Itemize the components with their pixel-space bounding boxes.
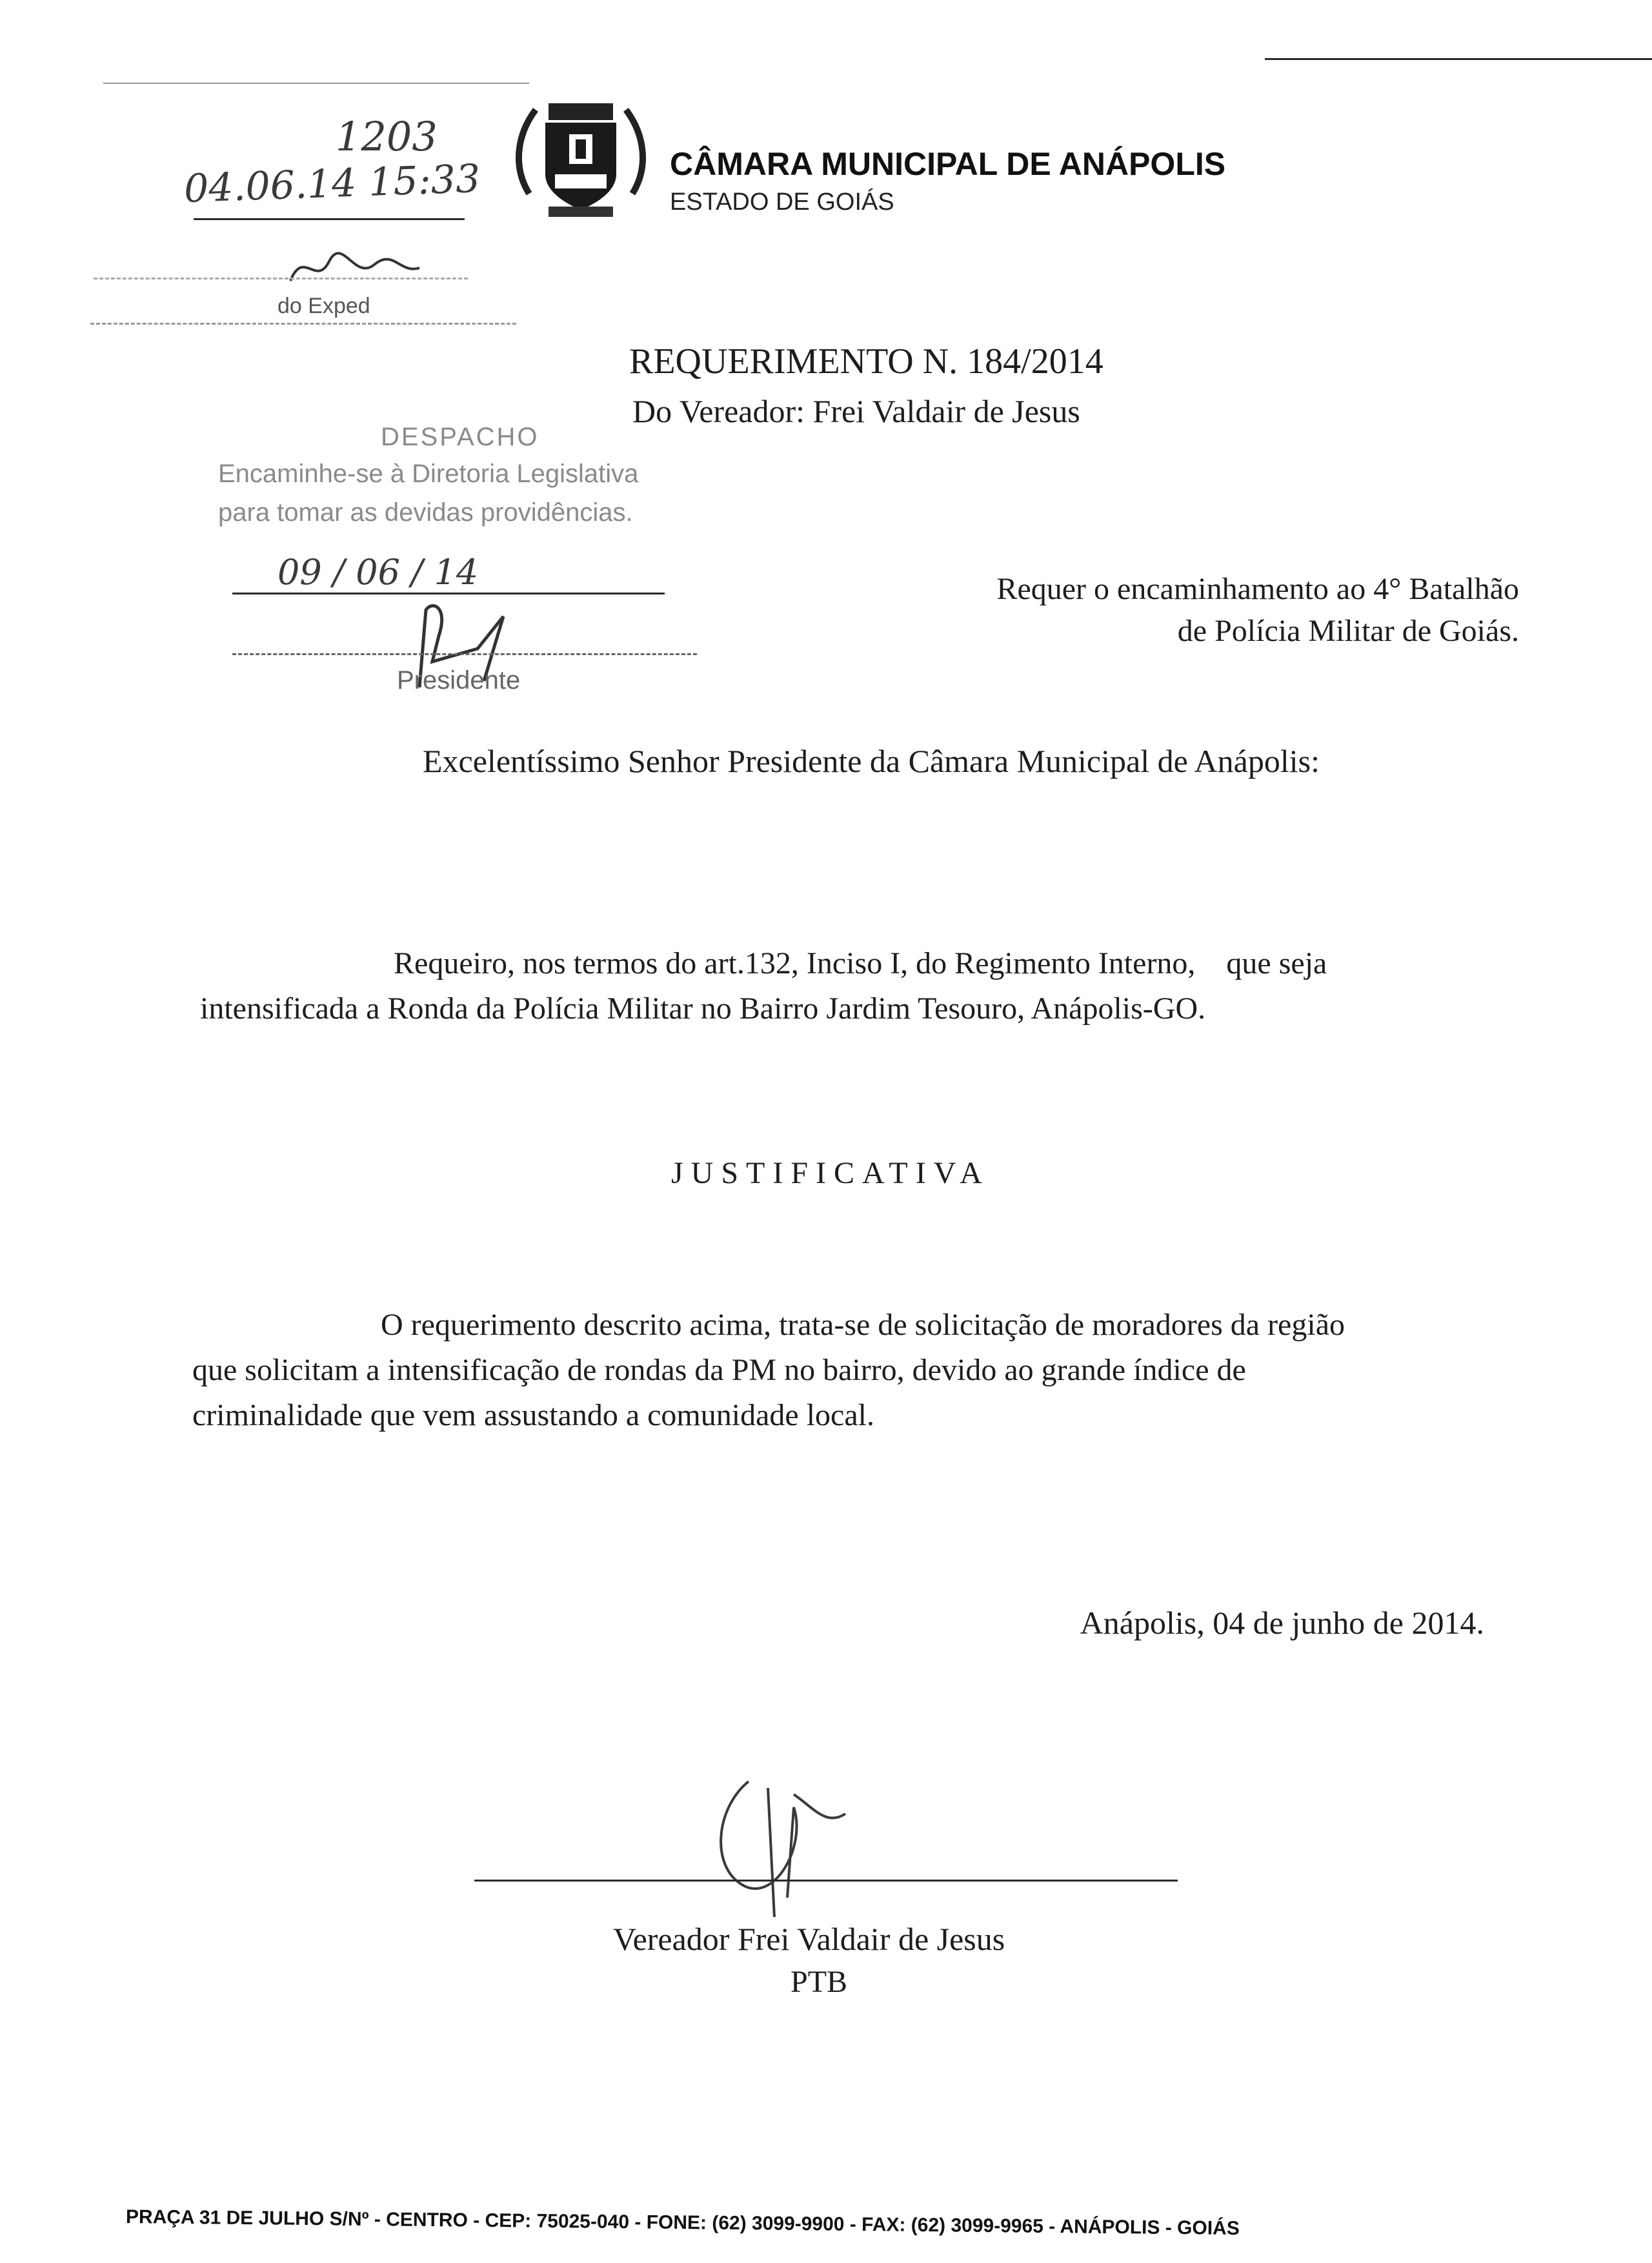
dispatch-heading: DESPACHO [381, 423, 539, 451]
receipt-dashed-line [94, 278, 468, 279]
requirement-author: Do Vereador: Frei Valdair de Jesus [632, 393, 1080, 429]
dispatch-date: 09 / 06 / 14 [277, 552, 479, 593]
justification-line-2: que solicitam a intensificação de rondas da PM no bairro, devido ao grande índice de [192, 1353, 1246, 1387]
receipt-initials-signature [284, 242, 426, 294]
coat-of-arms-emblem [510, 97, 652, 226]
request-line-2: intensificada a Ronda da Polícia Militar no Bairro Jardim Tesouro, Anápolis-GO. [200, 991, 1206, 1026]
dispatch-sign-line [232, 653, 697, 655]
footer-address: PRAÇA 31 DE JULHO S/Nº - CENTRO - CEP: 75025-040 - FONE: (62) 3099-9900 - FAX: (62) 3099-9965 - ANÁPOLIS - GOIÁS [125, 2206, 1240, 2240]
dispatch-line-1: Encaminhe-se à Diretoria Legislativa [218, 460, 639, 488]
state-name: ESTADO DE GOIÁS [670, 188, 894, 216]
receipt-underline [194, 218, 465, 220]
dispatch-line-2: para tomar as devidas providências. [218, 498, 633, 527]
date-line: Anápolis, 04 de junho de 2014. [1080, 1605, 1484, 1641]
stamp-top-rule [103, 83, 529, 84]
salutation: Excelentíssimo Senhor Presidente da Câmara Municipal de Anápolis: [423, 743, 1320, 779]
top-rule [1265, 58, 1652, 60]
justification-line-1: O requerimento descrito acima, trata-se de solicitação de moradores da região [381, 1308, 1345, 1342]
receipt-sector: do Exped [277, 294, 370, 318]
institution-name: CÂMARA MUNICIPAL DE ANÁPOLIS [670, 146, 1226, 182]
councilman-signature [678, 1769, 871, 1923]
summary-line-1: Requer o encaminhamento ao 4° Batalhão [996, 572, 1519, 606]
signatory-party: PTB [791, 1965, 848, 1999]
signatory-name: Vereador Frei Valdair de Jesus [613, 1921, 1005, 1957]
receipt-protocol-number: 1203 [336, 113, 438, 160]
dispatch-role: Presidente [397, 666, 521, 695]
receipt-bottom-line [90, 323, 516, 325]
signature-line [474, 1880, 1178, 1882]
dispatch-date-line [232, 593, 665, 594]
receipt-datetime: 04.06.14 15:33 [183, 156, 481, 212]
justification-heading: JUSTIFICATIVA [671, 1156, 990, 1190]
requirement-number: REQUERIMENTO N. 184/2014 [629, 341, 1103, 381]
request-line-1: Requeiro, nos termos do art.132, Inciso I, do Regimento Interno, que seja [394, 946, 1327, 980]
summary-line-2: de Polícia Militar de Goiás. [1177, 614, 1519, 648]
justification-line-3: criminalidade que vem assustando a comunidade local. [192, 1398, 874, 1432]
